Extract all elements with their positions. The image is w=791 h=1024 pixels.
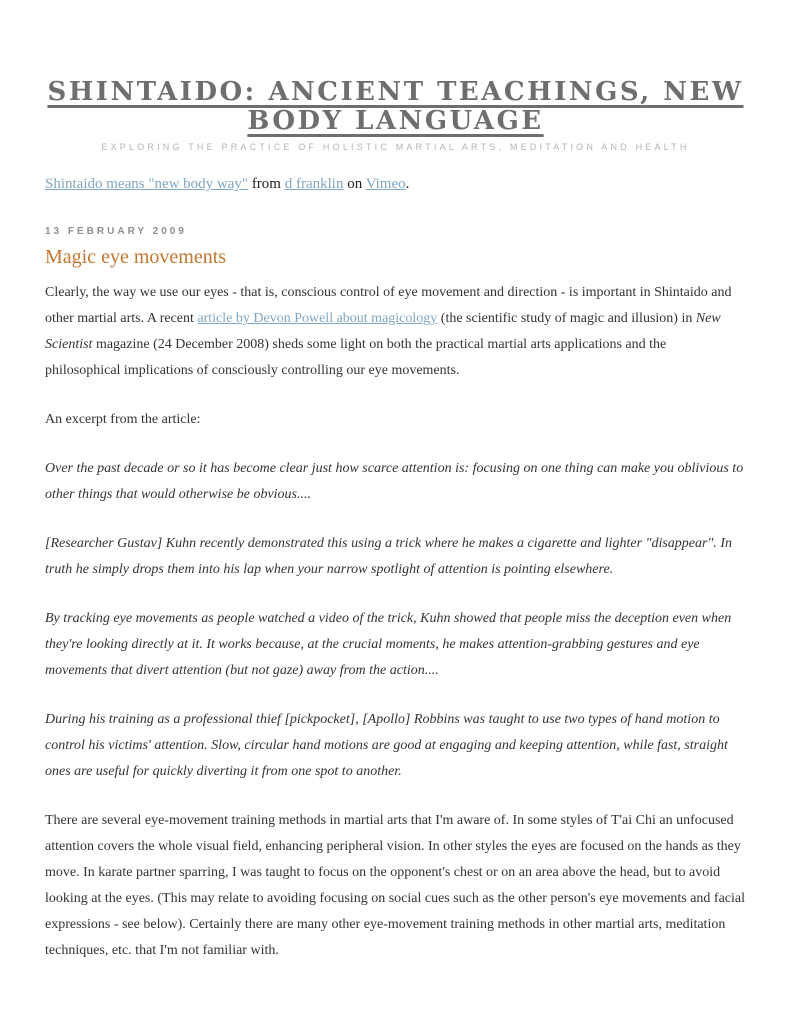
paragraph-intro [45, 280, 745, 384]
site-subtitle: EXPLORING THE PRACTICE OF HOLISTIC MARTIAL ARTS, MEDITATION AND HEALTH [101, 142, 690, 152]
author-link[interactable]: d franklin [284, 176, 344, 192]
caption-text-from: from [248, 176, 285, 192]
paragraph-closing: There are several eye-movement training methods in martial arts that I'm aware of. In some styles of T'ai Chi an unfocused attention covers the whole visual field, enhancing peripheral vision. In other styles the eyes are focused on the hands as they move. In karate partner sparring, I was taught to focus on the opponent's chest or on an area above the head, but to avoid looking at the eyes. (This may relate to avoiding focusing on social cues such as the other person's eye movements and facial expressions - see below). Certainly there are many other eye-movement training methods in other martial arts, meditation techniques, etc. that I'm not familiar with. [45, 813, 745, 958]
caption-text-on: on [343, 176, 366, 192]
vimeo-link[interactable]: Vimeo [365, 176, 406, 192]
video-caption [45, 171, 745, 197]
quote-paragraph-1: Over the past decade or so it has become clear just how scarce attention is: focusing on one thing can make you oblivious to other things that would otherwise be obvious.... [45, 461, 744, 502]
site-title-line1: SHINTAIDO: ANCIENT TEACHINGS, NEW [47, 77, 744, 107]
magazine-name: New Scientist [45, 311, 721, 352]
site-title [0, 78, 791, 136]
content-column [0, 171, 791, 964]
intro-text-after: magazine (24 December 2008) sheds some light on both the practical martial arts applications and the philosophical implications of consciously controlling our eye movements. [45, 337, 667, 378]
magicology-article-link[interactable]: article by Devon Powell about magicology [197, 311, 438, 326]
video-title-link[interactable]: Shintaido means "new body way" [45, 176, 249, 192]
intro-text-mid: (the scientific study of magic and illusion) in [437, 311, 696, 326]
post-date: 13 FEBRUARY 2009 [45, 226, 187, 237]
quote-paragraph-2: [Researcher Gustav] Kuhn recently demonstrated this using a trick where he makes a cigarette and lighter "disappear". In truth he simply drops them into his lap when your narrow spotlight of attention is pointing elsewhere. [45, 536, 733, 577]
site-header [0, 0, 791, 152]
paragraph-excerpt-lead: An excerpt from the article: [45, 412, 201, 427]
site-title-line2: BODY LANGUAGE [247, 106, 544, 136]
post-title: Magic eye movements [45, 246, 227, 268]
blog-post [45, 226, 745, 964]
quote-paragraph-3: By tracking eye movements as people watched a video of the trick, Kuhn showed that people miss the deception even when they're looking directly at it. It works because, at the crucial moments, he makes attention-grabbing gestures and eye movements that divert attention (but not gaze) away from the action.... [45, 611, 732, 678]
caption-period: . [405, 176, 410, 192]
intro-text-before-link: Clearly, the way we use our eyes - that is, conscious control of eye movement and direction - is important in Shintaido and other martial arts. A recent [45, 285, 732, 326]
quote-paragraph-4: During his training as a professional thief [pickpocket], [Apollo] Robbins was taught to use two types of hand motion to control his victims' attention. Slow, circular hand motions are good at engaging and keeping attention, while fast, straight ones are useful for quickly diverting it from one spot to another. [45, 712, 728, 779]
